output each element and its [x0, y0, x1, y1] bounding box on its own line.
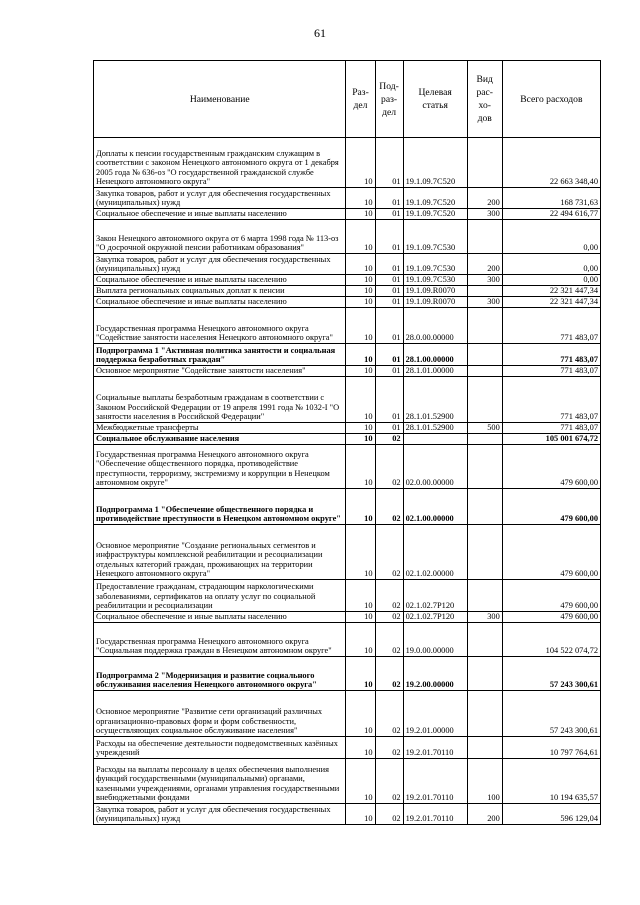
row-section: 10 [346, 366, 375, 377]
row-type [467, 366, 502, 377]
row-target: 19.1.09.R0070 [403, 286, 467, 297]
table-row [94, 188, 601, 209]
row-section: 10 [346, 308, 375, 344]
table-row [94, 220, 601, 254]
row-subsection: 02 [375, 691, 403, 737]
table-row [94, 691, 601, 737]
table-row [94, 297, 601, 308]
row-name: Выплата региональных социальных доплат к пенсии [94, 286, 346, 297]
row-section: 10 [346, 691, 375, 737]
row-target: 19.2.01.70110 [403, 804, 467, 825]
row-type [467, 220, 502, 254]
row-type [467, 445, 502, 489]
row-type [467, 525, 502, 580]
row-subsection: 02 [375, 612, 403, 623]
row-name: Основное мероприятие "Развитие сети организаций различных организационно-правовых форм и форм собственности, осуществляющих социальное обслуживание населения" [94, 691, 346, 737]
row-type: 300 [467, 275, 502, 286]
table-row [94, 344, 601, 366]
row-type [467, 377, 502, 423]
row-name: Закупка товаров, работ и услуг для обеспечения государственных (муниципальных) нужд [94, 804, 346, 825]
row-type [467, 657, 502, 691]
page-number: 61 [314, 26, 326, 40]
row-total: 771 483,07 [502, 308, 600, 344]
row-name: Государственная программа Ненецкого автономного округа "Содействие занятости населения Ненецкого автономного округа" [94, 308, 346, 344]
row-section: 10 [346, 580, 375, 612]
row-name: Закупка товаров, работ и услуг для обеспечения государственных (муниципальных) нужд [94, 188, 346, 209]
row-total: 0,00 [502, 220, 600, 254]
row-name: Социальное обеспечение и иные выплаты населению [94, 209, 346, 220]
row-target: 02.1.00.00000 [403, 489, 467, 525]
row-subsection: 01 [375, 297, 403, 308]
row-name: Доплаты к пенсии государственным гражданским служащим в соответствии с законом Ненецкого автономного округа от 1 декабря 2005 года № 636-оз "О государственной гражданской службе Ненецкого автономного округа" [94, 138, 346, 188]
row-target: 19.1.09.7С520 [403, 188, 467, 209]
row-total: 57 243 300,61 [502, 657, 600, 691]
row-subsection: 01 [375, 138, 403, 188]
row-section: 10 [346, 423, 375, 434]
row-name: Основное мероприятие "Содействие занятости населения" [94, 366, 346, 377]
row-target: 19.1.09.7С520 [403, 138, 467, 188]
row-target: 19.2.01.00000 [403, 691, 467, 737]
row-type [467, 286, 502, 297]
row-name: Межбюджетные трансферты [94, 423, 346, 434]
table-row [94, 580, 601, 612]
row-subsection: 01 [375, 423, 403, 434]
table-row [94, 434, 601, 445]
row-type: 300 [467, 209, 502, 220]
row-type [467, 308, 502, 344]
row-type [467, 489, 502, 525]
row-section: 10 [346, 286, 375, 297]
row-section: 10 [346, 434, 375, 445]
table-header-row [94, 61, 601, 138]
row-type: 300 [467, 297, 502, 308]
table-row [94, 138, 601, 188]
row-name: Предоставление гражданам, страдающим наркологическими заболеваниями, сертификатов на оплату услуг по социальной реабилитации и ресоциализации [94, 580, 346, 612]
row-target: 19.1.09.7С530 [403, 275, 467, 286]
row-total: 22 663 348,40 [502, 138, 600, 188]
row-name: Социальные выплаты безработным гражданам в соответствии с Законом Российской Федерации от 19 апреля 1991 года № 1032-I "О занятости населения в Российской Федерации" [94, 377, 346, 423]
row-section: 10 [346, 445, 375, 489]
row-section: 10 [346, 737, 375, 759]
row-subsection: 02 [375, 657, 403, 691]
header-target: Целевая статья [403, 61, 467, 138]
row-total: 104 522 074,72 [502, 623, 600, 657]
row-type: 200 [467, 188, 502, 209]
row-target [403, 434, 467, 445]
table-row [94, 366, 601, 377]
table-row [94, 286, 601, 297]
row-name: Подпрограмма 1 "Обеспечение общественного порядка и противодействие преступности в Ненецком автономном округе" [94, 489, 346, 525]
header-name: Наименование [94, 61, 346, 138]
row-subsection: 01 [375, 188, 403, 209]
row-section: 10 [346, 759, 375, 804]
row-total: 57 243 300,61 [502, 691, 600, 737]
row-type [467, 580, 502, 612]
row-type [467, 434, 502, 445]
row-target: 19.1.09.7С520 [403, 209, 467, 220]
table-row [94, 804, 601, 825]
row-name: Социальное обеспечение и иные выплаты населению [94, 297, 346, 308]
row-section: 10 [346, 525, 375, 580]
row-name: Подпрограмма 2 "Модернизация и развитие социального обслуживания населения Ненецкого автономного округа" [94, 657, 346, 691]
row-target: 02.1.02.00000 [403, 525, 467, 580]
table-row [94, 445, 601, 489]
row-total: 771 483,07 [502, 366, 600, 377]
row-subsection: 01 [375, 344, 403, 366]
row-total: 168 731,63 [502, 188, 600, 209]
row-target: 02.1.02.7Р120 [403, 580, 467, 612]
header-section: Раз- дел [346, 61, 375, 138]
table-row [94, 525, 601, 580]
row-section: 10 [346, 220, 375, 254]
header-type: Вид рас- хо- дов [467, 61, 502, 138]
row-total: 771 483,07 [502, 344, 600, 366]
row-name: Основное мероприятие "Создание региональных сегментов и инфраструктуры комплексной реабилитации и ресоциализации отдельных категорий граждан, проживающих на территории Ненецкого автономного округа" [94, 525, 346, 580]
table-row [94, 623, 601, 657]
row-subsection: 02 [375, 737, 403, 759]
row-subsection: 02 [375, 804, 403, 825]
row-subsection: 02 [375, 580, 403, 612]
row-name: Государственная программа Ненецкого автономного округа "Обеспечение общественного порядка, противодействие преступности, терроризму, экстремизму и коррупции в Ненецком автономном округе" [94, 445, 346, 489]
row-section: 10 [346, 275, 375, 286]
table-row [94, 657, 601, 691]
table-body [94, 138, 601, 825]
row-section: 10 [346, 344, 375, 366]
row-type: 200 [467, 254, 502, 275]
row-subsection: 02 [375, 525, 403, 580]
row-total: 10 194 635,57 [502, 759, 600, 804]
row-subsection: 02 [375, 759, 403, 804]
row-target: 28.1.01.52900 [403, 423, 467, 434]
row-section: 10 [346, 612, 375, 623]
row-section: 10 [346, 297, 375, 308]
row-type: 200 [467, 804, 502, 825]
row-section: 10 [346, 489, 375, 525]
row-total: 479 600,00 [502, 580, 600, 612]
row-type: 100 [467, 759, 502, 804]
row-type: 500 [467, 423, 502, 434]
table-row [94, 489, 601, 525]
row-target: 28.1.01.00000 [403, 366, 467, 377]
row-target: 28.0.00.00000 [403, 308, 467, 344]
row-subsection: 01 [375, 286, 403, 297]
row-name: Закон Ненецкого автономного округа от 6 марта 1998 года № 113-оз "О досрочной окружной пенсии работникам образования" [94, 220, 346, 254]
row-type [467, 138, 502, 188]
table-row [94, 612, 601, 623]
table-row [94, 759, 601, 804]
row-name: Государственная программа Ненецкого автономного округа "Социальная поддержка граждан в Ненецком автономном округе" [94, 623, 346, 657]
row-total: 0,00 [502, 254, 600, 275]
row-target: 19.1.09.7С530 [403, 220, 467, 254]
row-name: Расходы на обеспечение деятельности подведомственных казённых учреждений [94, 737, 346, 759]
row-total: 479 600,00 [502, 525, 600, 580]
row-target: 19.2.01.70110 [403, 759, 467, 804]
row-target: 28.1.00.00000 [403, 344, 467, 366]
row-name: Социальное обслуживание населения [94, 434, 346, 445]
row-subsection: 01 [375, 275, 403, 286]
row-target: 19.1.09.7С530 [403, 254, 467, 275]
row-section: 10 [346, 209, 375, 220]
row-name: Подпрограмма 1 "Активная политика занятости и социальная поддержка безработных граждан" [94, 344, 346, 366]
row-total: 479 600,00 [502, 489, 600, 525]
row-type: 300 [467, 612, 502, 623]
row-name: Закупка товаров, работ и услуг для обеспечения государственных (муниципальных) нужд [94, 254, 346, 275]
row-total: 479 600,00 [502, 612, 600, 623]
budget-table [93, 60, 601, 825]
row-name: Социальное обеспечение и иные выплаты населению [94, 275, 346, 286]
row-subsection: 02 [375, 434, 403, 445]
row-type [467, 344, 502, 366]
row-section: 10 [346, 138, 375, 188]
row-total: 10 797 764,61 [502, 737, 600, 759]
row-total: 22 321 447,34 [502, 297, 600, 308]
header-total: Всего расходов [502, 61, 600, 138]
table-row [94, 308, 601, 344]
row-section: 10 [346, 377, 375, 423]
row-target: 19.0.00.00000 [403, 623, 467, 657]
row-target: 19.2.00.00000 [403, 657, 467, 691]
row-total: 22 321 447,34 [502, 286, 600, 297]
header-subsection: Под- раз- дел [375, 61, 403, 138]
row-section: 10 [346, 657, 375, 691]
row-total: 479 600,00 [502, 445, 600, 489]
row-section: 10 [346, 254, 375, 275]
row-subsection: 01 [375, 209, 403, 220]
row-total: 771 483,07 [502, 423, 600, 434]
table-row [94, 209, 601, 220]
row-name: Социальное обеспечение и иные выплаты населению [94, 612, 346, 623]
row-target: 19.1.09.R0070 [403, 297, 467, 308]
row-subsection: 02 [375, 623, 403, 657]
row-target: 19.2.01.70110 [403, 737, 467, 759]
row-total: 0,00 [502, 275, 600, 286]
table-row [94, 275, 601, 286]
row-total: 596 129,04 [502, 804, 600, 825]
row-subsection: 01 [375, 220, 403, 254]
row-total: 771 483,07 [502, 377, 600, 423]
row-subsection: 01 [375, 308, 403, 344]
row-section: 10 [346, 188, 375, 209]
row-type [467, 623, 502, 657]
row-total: 105 001 674,72 [502, 434, 600, 445]
row-section: 10 [346, 804, 375, 825]
row-type [467, 737, 502, 759]
table-row [94, 423, 601, 434]
row-subsection: 02 [375, 489, 403, 525]
row-subsection: 01 [375, 377, 403, 423]
row-name: Расходы на выплаты персоналу в целях обеспечения выполнения функций государственными (муниципальными) органами, казенными учреждениями, органами управления государственными внебюджетными фондами [94, 759, 346, 804]
row-target: 02.0.00.00000 [403, 445, 467, 489]
row-target: 02.1.02.7Р120 [403, 612, 467, 623]
row-subsection: 01 [375, 366, 403, 377]
row-total: 22 494 616,77 [502, 209, 600, 220]
table-row [94, 377, 601, 423]
row-type [467, 691, 502, 737]
row-subsection: 02 [375, 445, 403, 489]
table-row [94, 254, 601, 275]
row-section: 10 [346, 623, 375, 657]
row-subsection: 01 [375, 254, 403, 275]
table-row [94, 737, 601, 759]
row-target: 28.1.01.52900 [403, 377, 467, 423]
